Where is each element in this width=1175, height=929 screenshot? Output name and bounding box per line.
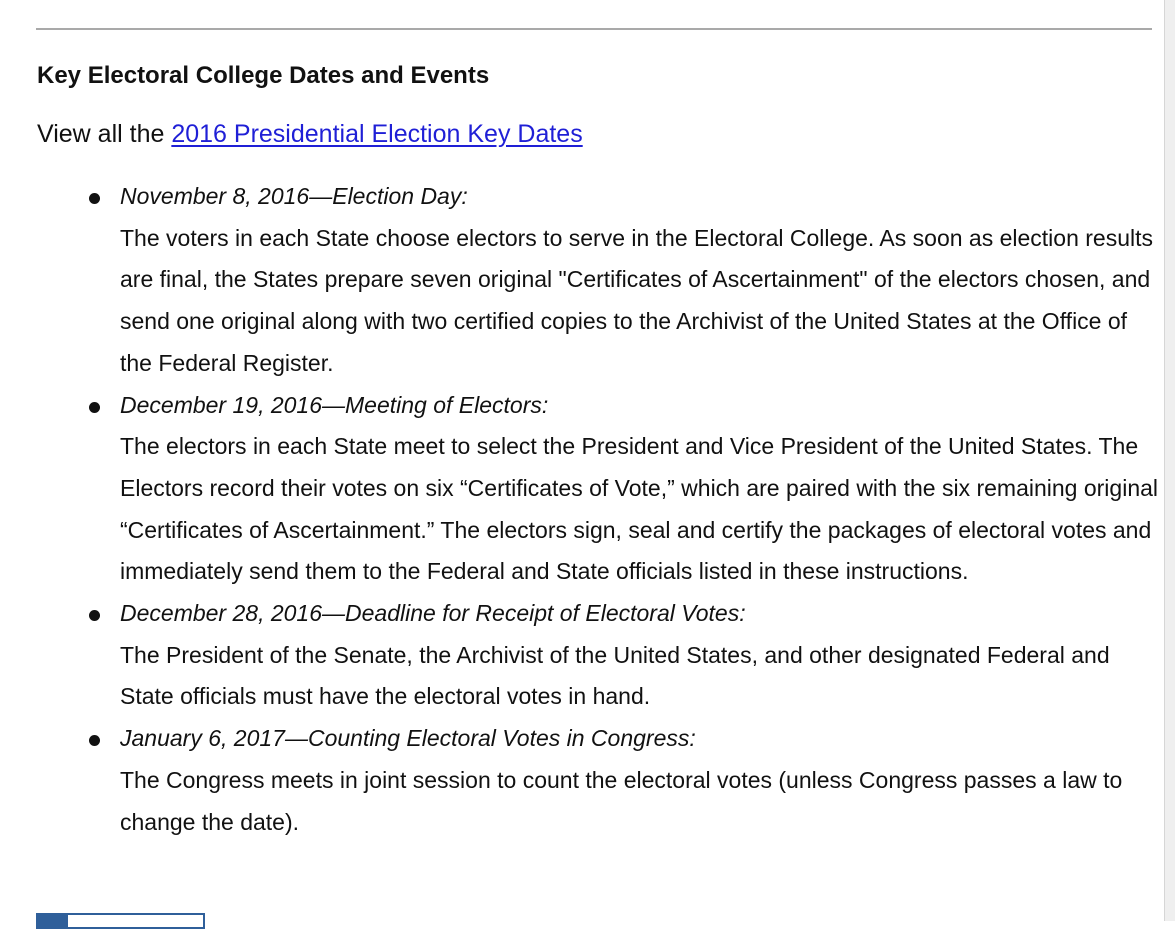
scrollbar-track[interactable]: [1164, 0, 1175, 921]
bullet-icon: [89, 193, 100, 204]
list-item: [0, 176, 1160, 385]
intro-prefix: View all the: [37, 120, 172, 148]
list-item: [0, 385, 1160, 594]
key-dates-link[interactable]: 2016 Presidential Election Key Dates: [171, 120, 583, 148]
event-date: November 8, 2016—Election Day:: [120, 183, 468, 209]
event-date: December 19, 2016—Meeting of Electors:: [120, 391, 549, 418]
bullet-icon: [89, 402, 100, 413]
tab-accent: [38, 915, 68, 927]
bullet-icon: [89, 735, 100, 746]
top-divider: [36, 28, 1152, 30]
list-item: [0, 718, 1160, 843]
event-description: The Congress meets in joint session to count the electoral votes (unless Congress passes a law to change the date).: [120, 766, 1123, 835]
event-description: The electors in each State meet to select the President and Vice President of the United States. The Electors record their votes on six “Certificates of Vote,” which are paired with the six remaining original “Certificates of Ascertainment.” The electors sign, seal and certify the packages of electoral votes and immediately send them to the Federal and State officials listed in these instructions.: [120, 433, 1159, 585]
event-list: [0, 176, 1160, 843]
bottom-tab-button[interactable]: [36, 913, 205, 929]
event-description: The President of the Senate, the Archivist of the United States, and other designated Federal and State officials must have the electoral votes in hand.: [120, 641, 1110, 710]
event-description: The voters in each State choose electors to serve in the Electoral College. As soon as election results are final, the States prepare seven original "Certificates of Ascertainment" of the electors chosen, and send one original along with two certified copies to the Archivist of the United States at the Office of the Federal Register.: [120, 224, 1154, 376]
event-date: January 6, 2017—Counting Electoral Votes in Congress:: [120, 725, 696, 752]
bullet-icon: [89, 610, 100, 621]
event-date: December 28, 2016—Deadline for Receipt of Electoral Votes:: [120, 600, 746, 627]
list-item: [0, 593, 1160, 718]
section-title: Key Electoral College Dates and Events: [37, 62, 490, 89]
intro-line: [37, 117, 583, 151]
